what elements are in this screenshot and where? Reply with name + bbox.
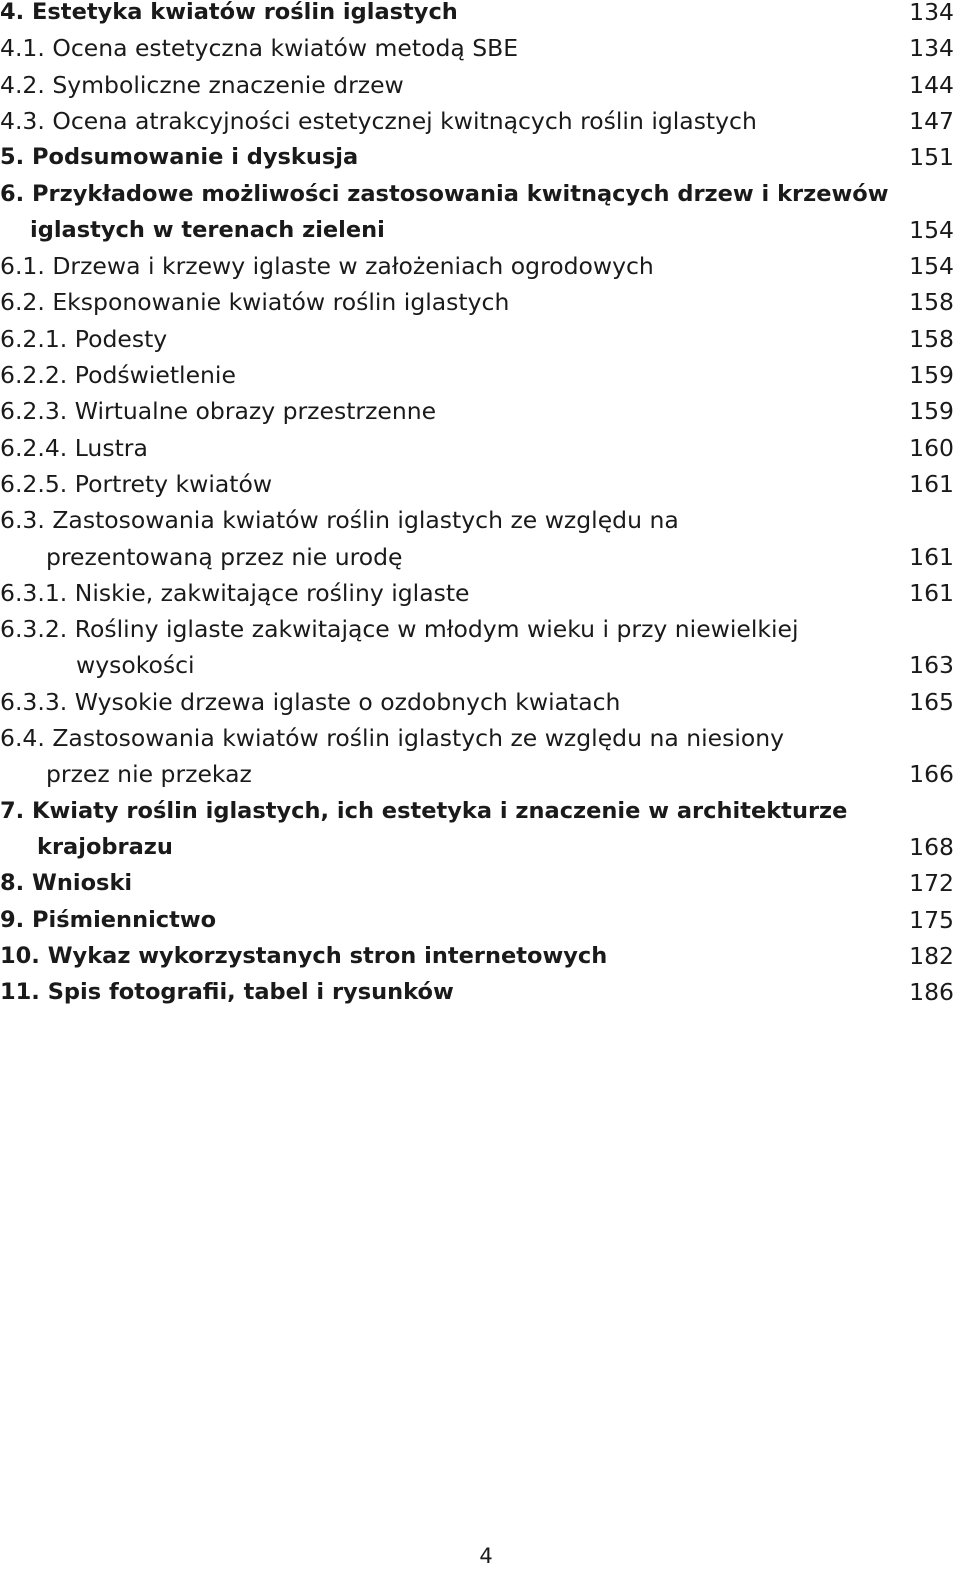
toc-entry-continuation[interactable] [0, 647, 960, 683]
toc-entry-number: 4.2. [0, 70, 45, 99]
toc-entry[interactable] [0, 430, 960, 466]
toc-entry-title: Wysokie drzewa iglaste o ozdobnych kwiatach [74, 687, 621, 716]
toc-entry-title: Zastosowania kwiatów roślin iglastych ze względu na [52, 506, 679, 535]
toc-entry-continuation[interactable] [0, 829, 960, 865]
toc-entry-page: 151 [909, 143, 954, 172]
toc-entry[interactable] [0, 248, 960, 284]
toc-entry-title: Podesty [74, 324, 168, 353]
page-number: 4 [479, 1544, 493, 1568]
toc-entry[interactable] [0, 67, 960, 103]
toc-entry-page: 154 [909, 252, 954, 281]
toc-entry[interactable] [0, 865, 960, 901]
toc-entry-title-continuation: krajobrazu [37, 833, 173, 860]
toc-entry-number: 8. [0, 870, 25, 897]
toc-entry-title: Lustra [74, 433, 148, 462]
toc-entry-number: 6.1. [0, 252, 45, 281]
toc-entry-title: Estetyka kwiatów roślin iglastych [32, 0, 458, 25]
toc-entry-number: 7. [0, 797, 25, 824]
toc-entry-page: 159 [909, 397, 954, 426]
toc-entry-number: 5. [0, 144, 25, 171]
toc-entry-title: Rośliny iglaste zakwitające w młodym wieku i przy niewielkiej [74, 615, 799, 644]
toc-entry-title: Przykładowe możliwości zastosowania kwitnących drzew i krzewów [32, 180, 889, 207]
toc-entry-page: 134 [909, 34, 954, 63]
toc-entry-number: 4.3. [0, 106, 45, 135]
toc-entry-number: 6.2. [0, 288, 45, 317]
toc-entry[interactable] [0, 357, 960, 393]
toc-entry-number: 6.2.4. [0, 433, 68, 462]
toc-entry-page: 166 [909, 760, 954, 789]
toc-entry-title: Podsumowanie i dyskusja [32, 144, 359, 171]
toc-entry-title: Niskie, zakwitające rośliny iglaste [74, 578, 470, 607]
toc-entry-title-continuation: prezentowaną przez nie urodę [46, 542, 403, 571]
toc-entry-page: 168 [909, 832, 954, 861]
toc-entry-page: 165 [909, 687, 954, 716]
toc-entry[interactable] [0, 974, 960, 1010]
toc-entry[interactable] [0, 793, 960, 829]
toc-entry[interactable] [0, 575, 960, 611]
toc-entry-number: 6.2.2. [0, 361, 68, 389]
toc-entry-continuation[interactable] [0, 539, 960, 575]
toc-entry-title-continuation: przez nie przekaz [46, 760, 252, 789]
toc-entry[interactable] [0, 176, 960, 212]
toc-entry-title: Portrety kwiatów [74, 469, 273, 498]
toc-entry-page: 175 [909, 905, 954, 934]
toc-entry-number: 6.3.3. [0, 687, 68, 716]
toc-entry-title: Ocena atrakcyjności estetycznej kwitnących roślin iglastych [52, 106, 757, 135]
toc-entry-title: Podświetlenie [74, 361, 236, 389]
toc-entry-title-continuation: wysokości [76, 651, 195, 680]
toc-entry-number: 11. [0, 979, 40, 1006]
toc-entry-number: 6.2.5. [0, 469, 68, 498]
toc-entry-title-continuation: iglastych w terenach zieleni [30, 216, 385, 243]
toc-entry-page: 134 [909, 0, 954, 26]
toc-entry[interactable] [0, 393, 960, 429]
toc-entry-page: 154 [909, 215, 954, 244]
toc-entry-number: 6.3.1. [0, 578, 68, 607]
toc-entry-page: 160 [909, 433, 954, 462]
toc-entry[interactable] [0, 0, 960, 30]
toc-entry-title: Spis fotografii, tabel i rysunków [47, 979, 454, 1006]
toc-entry[interactable] [0, 139, 960, 175]
toc-entry-continuation[interactable] [0, 212, 960, 248]
toc-entry[interactable] [0, 902, 960, 938]
toc-entry-title: Piśmiennictwo [32, 906, 217, 933]
toc-entry-page: 147 [909, 106, 954, 135]
toc-entry[interactable] [0, 611, 960, 647]
toc-entry-title: Wirtualne obrazy przestrzenne [74, 397, 437, 426]
toc-entry[interactable] [0, 103, 960, 139]
toc-entry-number: 4.1. [0, 34, 45, 63]
toc-entry-title: Eksponowanie kwiatów roślin iglastych [52, 288, 510, 317]
toc-entry-number: 6.3.2. [0, 615, 68, 644]
toc-entry-number: 6.3. [0, 506, 45, 535]
toc-entry-title: Kwiaty roślin iglastych, ich estetyka i znaczenie w architekturze [32, 797, 848, 824]
toc-entry[interactable] [0, 502, 960, 538]
toc-entry[interactable] [0, 720, 960, 756]
toc-entry-number: 6. [0, 180, 25, 207]
toc-entry[interactable] [0, 684, 960, 720]
toc-entry-page: 186 [909, 978, 954, 1007]
toc-entry-title: Wykaz wykorzystanych stron internetowych [47, 942, 608, 969]
toc-entry-page: 144 [909, 70, 954, 99]
toc-entry-page: 161 [909, 542, 954, 571]
toc-entry[interactable] [0, 938, 960, 974]
toc-entry-number: 4. [0, 0, 25, 25]
toc-entry-number: 6.4. [0, 724, 45, 752]
toc-entry-continuation[interactable] [0, 756, 960, 792]
toc-entry-number: 6.2.3. [0, 397, 68, 426]
toc-entry-number: 9. [0, 906, 25, 933]
toc-entry-page: 158 [909, 324, 954, 353]
toc-entry-page: 158 [909, 288, 954, 317]
toc-entry[interactable] [0, 466, 960, 502]
toc-entry-title: Ocena estetyczna kwiatów metodą SBE [52, 34, 519, 63]
toc-entry-number: 10. [0, 942, 40, 969]
toc-entry-title: Wnioski [32, 870, 133, 897]
toc-entry-page: 172 [909, 869, 954, 898]
toc-entry-number: 6.2.1. [0, 324, 68, 353]
toc-entry-title: Zastosowania kwiatów roślin iglastych ze względu na niesiony [52, 724, 785, 752]
toc-entry[interactable] [0, 284, 960, 320]
toc-entry-title: Symboliczne znaczenie drzew [52, 70, 404, 99]
toc-entry-page: 161 [909, 578, 954, 607]
toc-entry-page: 161 [909, 469, 954, 498]
toc-entry-page: 163 [909, 651, 954, 680]
toc-entry[interactable] [0, 30, 960, 66]
toc-entry-title: Drzewa i krzewy iglaste w założeniach ogrodowych [52, 252, 654, 281]
toc-entry[interactable] [0, 321, 960, 357]
toc-entry-page: 159 [909, 361, 954, 389]
toc-entry-page: 182 [909, 941, 954, 970]
